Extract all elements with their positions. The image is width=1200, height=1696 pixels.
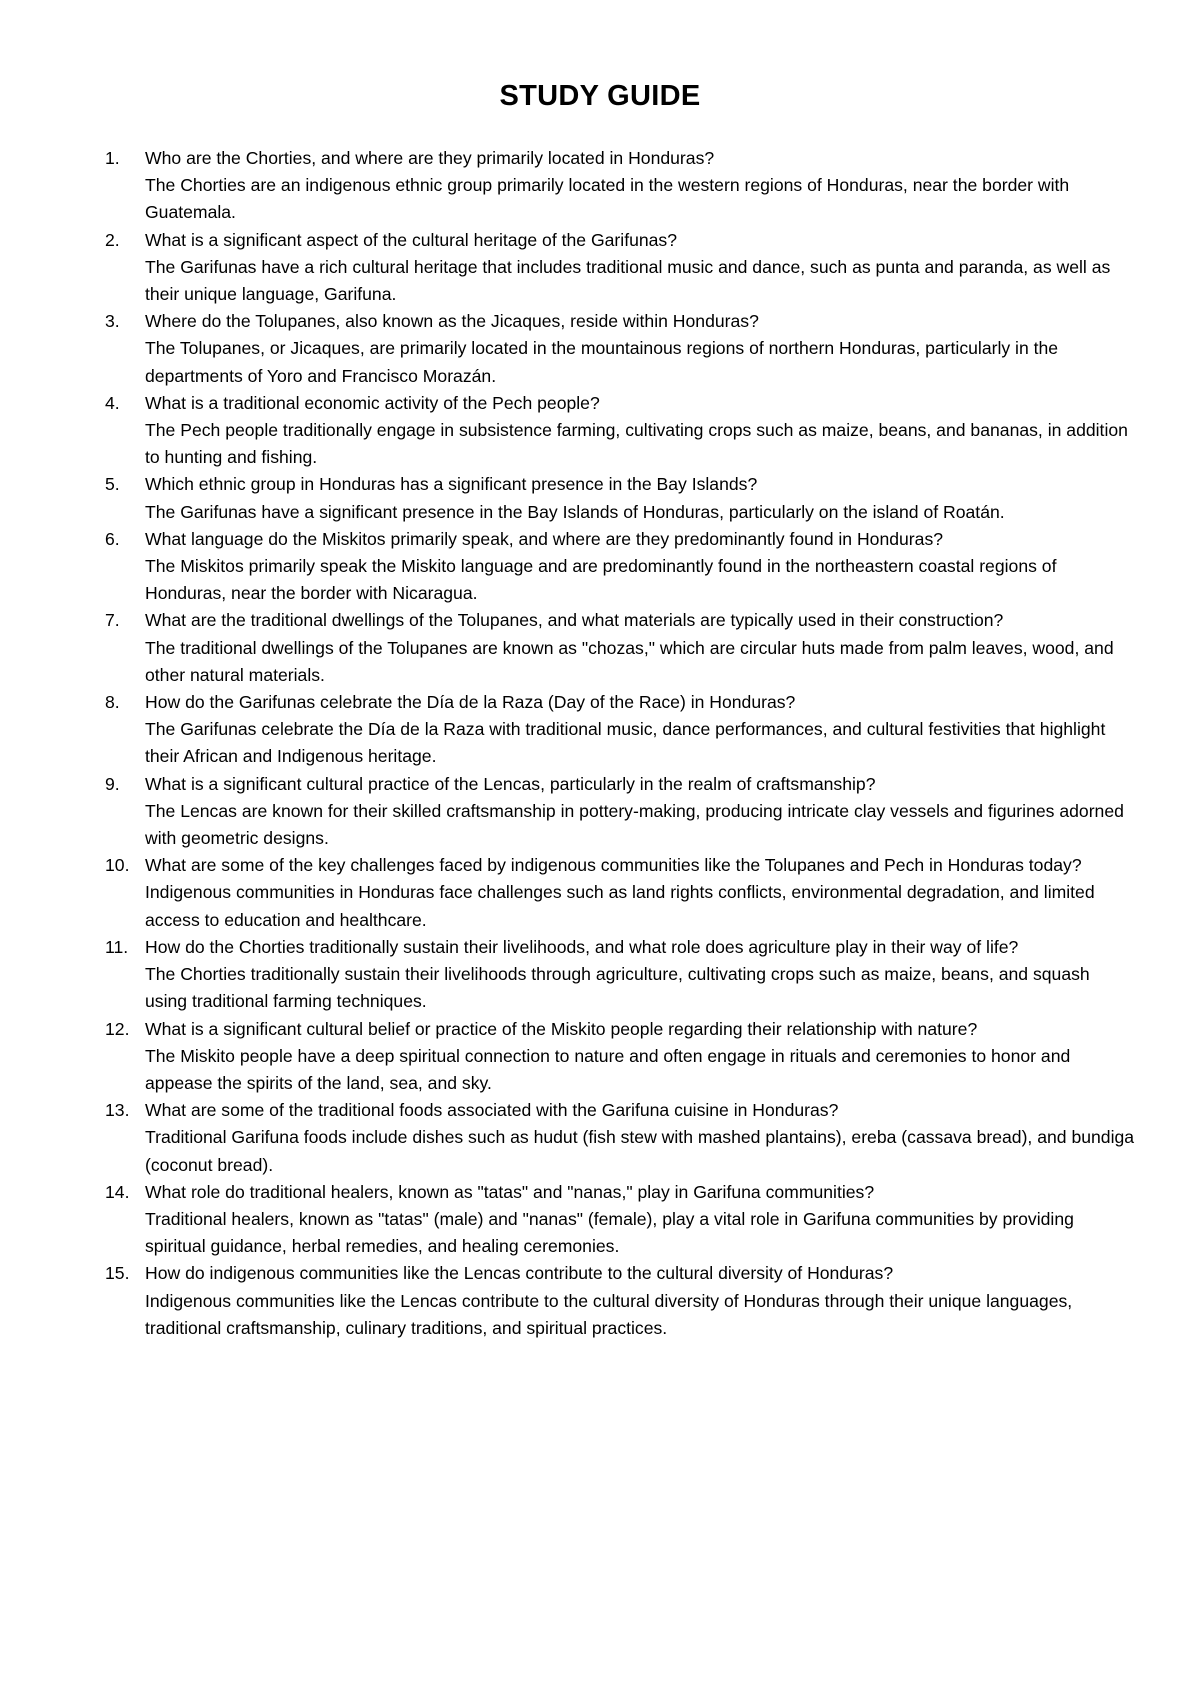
item-number: 9. <box>105 773 120 794</box>
list-item <box>105 471 1135 525</box>
list-item <box>105 852 1135 934</box>
item-number: 4. <box>105 392 120 413</box>
question-text: What is a significant cultural practice of the Lencas, particularly in the realm of craftsmanship? <box>145 773 876 794</box>
item-number: 12. <box>105 1018 130 1039</box>
question-text: Which ethnic group in Honduras has a significant presence in the Bay Islands? <box>145 474 758 495</box>
answer-text: The Miskitos primarily speak the Miskito language and are predominantly found in the northeastern coastal regions of Honduras, near the border with Nicaragua. <box>145 556 1057 604</box>
list-item <box>105 390 1135 472</box>
question-text: What are some of the key challenges faced by indigenous communities like the Tolupanes and Pech in Honduras today? <box>145 855 1082 876</box>
list-item <box>105 526 1135 608</box>
item-number: 7. <box>105 610 120 631</box>
list-item <box>105 689 1135 771</box>
answer-text: The Lencas are known for their skilled craftsmanship in pottery-making, producing intricate clay vessels and figurines adorned with geometric designs. <box>145 800 1124 849</box>
question-text: How do the Garifunas celebrate the Día de la Raza (Day of the Race) in Honduras? <box>145 692 796 713</box>
answer-text: The Chorties traditionally sustain their livelihoods through agriculture, cultivating crops such as maize, beans, and squash using traditional farming techniques. <box>145 964 1090 1012</box>
list-item <box>105 771 1135 853</box>
list-item <box>105 1179 1135 1261</box>
answer-text: The Pech people traditionally engage in subsistence farming, cultivating crops such as maize, beans, and bananas, in addition to hunting and fishing. <box>145 420 1128 468</box>
item-number: 3. <box>105 311 120 332</box>
question-text: What language do the Miskitos primarily speak, and where are they predominantly found in Honduras? <box>145 528 944 549</box>
question-text: What role do traditional healers, known as "tatas" and "nanas," play in Garifuna communities? <box>145 1181 875 1202</box>
answer-text: Traditional healers, known as "tatas" (male) and "nanas" (female), play a vital role in Garifuna communities by providing spiritual guidance, herbal remedies, and healing ceremonies. <box>145 1208 1074 1257</box>
question-text: What is a significant aspect of the cultural heritage of the Garifunas? <box>145 229 678 250</box>
answer-text: Indigenous communities like the Lencas contribute to the cultural diversity of Honduras through their unique languages, traditional craftsmanship, culinary traditions, and spiritual practices. <box>145 1290 1073 1338</box>
item-number: 2. <box>105 229 120 250</box>
list-item <box>105 1016 1135 1098</box>
answer-text: The Garifunas have a significant presence in the Bay Islands of Honduras, particularly on the island of Roatán. <box>145 501 1005 522</box>
list-item <box>105 1260 1135 1342</box>
question-text: How do indigenous communities like the Lencas contribute to the cultural diversity of Honduras? <box>145 1263 894 1284</box>
item-number: 11. <box>105 936 129 957</box>
question-text: Where do the Tolupanes, also known as the Jicaques, reside within Honduras? <box>145 311 759 332</box>
answer-text: The Garifunas celebrate the Día de la Raza with traditional music, dance performances, and cultural festivities that highlight their African and Indigenous heritage. <box>145 719 1106 767</box>
answer-text: The traditional dwellings of the Tolupanes are known as "chozas," which are circular huts made from palm leaves, wood, and other natural materials. <box>145 637 1114 685</box>
answer-text: The Tolupanes, or Jicaques, are primarily located in the mountainous regions of northern Honduras, particularly in the departments of Yoro and Francisco Morazán. <box>145 338 1059 386</box>
item-number: 15. <box>105 1263 130 1284</box>
item-number: 8. <box>105 692 120 713</box>
question-text: Who are the Chorties, and where are they primarily located in Honduras? <box>145 148 715 168</box>
item-number: 14. <box>105 1181 130 1202</box>
answer-text: The Chorties are an indigenous ethnic group primarily located in the western regions of Honduras, near the border with Guatemala. <box>145 175 1070 223</box>
item-number: 13. <box>105 1100 130 1121</box>
answer-text: The Garifunas have a rich cultural heritage that includes traditional music and dance, such as punta and paranda, as well as their unique language, Garifuna. <box>145 256 1111 305</box>
answer-text: Traditional Garifuna foods include dishes such as hudut (fish stew with mashed plantains), ereba (cassava bread), and bundiga (coconut bread). <box>145 1127 1135 1175</box>
page-title: STUDY GUIDE <box>499 80 701 112</box>
answer-text: Indigenous communities in Honduras face challenges such as land rights conflicts, environmental degradation, and limited access to education and healthcare. <box>145 882 1095 930</box>
question-text: What is a significant cultural belief or practice of the Miskito people regarding their relationship with nature? <box>145 1018 978 1039</box>
list-item <box>105 227 1135 309</box>
item-number: 10. <box>105 855 130 876</box>
question-text: What are some of the traditional foods associated with the Garifuna cuisine in Honduras? <box>145 1100 839 1121</box>
item-number: 5. <box>105 474 120 495</box>
item-number: 1. <box>105 148 120 168</box>
question-text: What is a traditional economic activity of the Pech people? <box>145 392 600 413</box>
question-text: What are the traditional dwellings of the Tolupanes, and what materials are typically used in their construction? <box>145 610 1004 631</box>
list-item <box>105 607 1135 689</box>
answer-text: The Miskito people have a deep spiritual connection to nature and often engage in rituals and ceremonies to honor and appease the spirits of the land, sea, and sky. <box>145 1045 1071 1093</box>
item-number: 6. <box>105 528 120 549</box>
list-item <box>105 145 1135 227</box>
list-item <box>105 934 1135 1016</box>
list-item <box>105 308 1135 390</box>
question-text: How do the Chorties traditionally sustain their livelihoods, and what role does agriculture play in their way of life? <box>145 936 1019 957</box>
list-item <box>105 1097 1135 1179</box>
question-list <box>105 145 1135 1342</box>
